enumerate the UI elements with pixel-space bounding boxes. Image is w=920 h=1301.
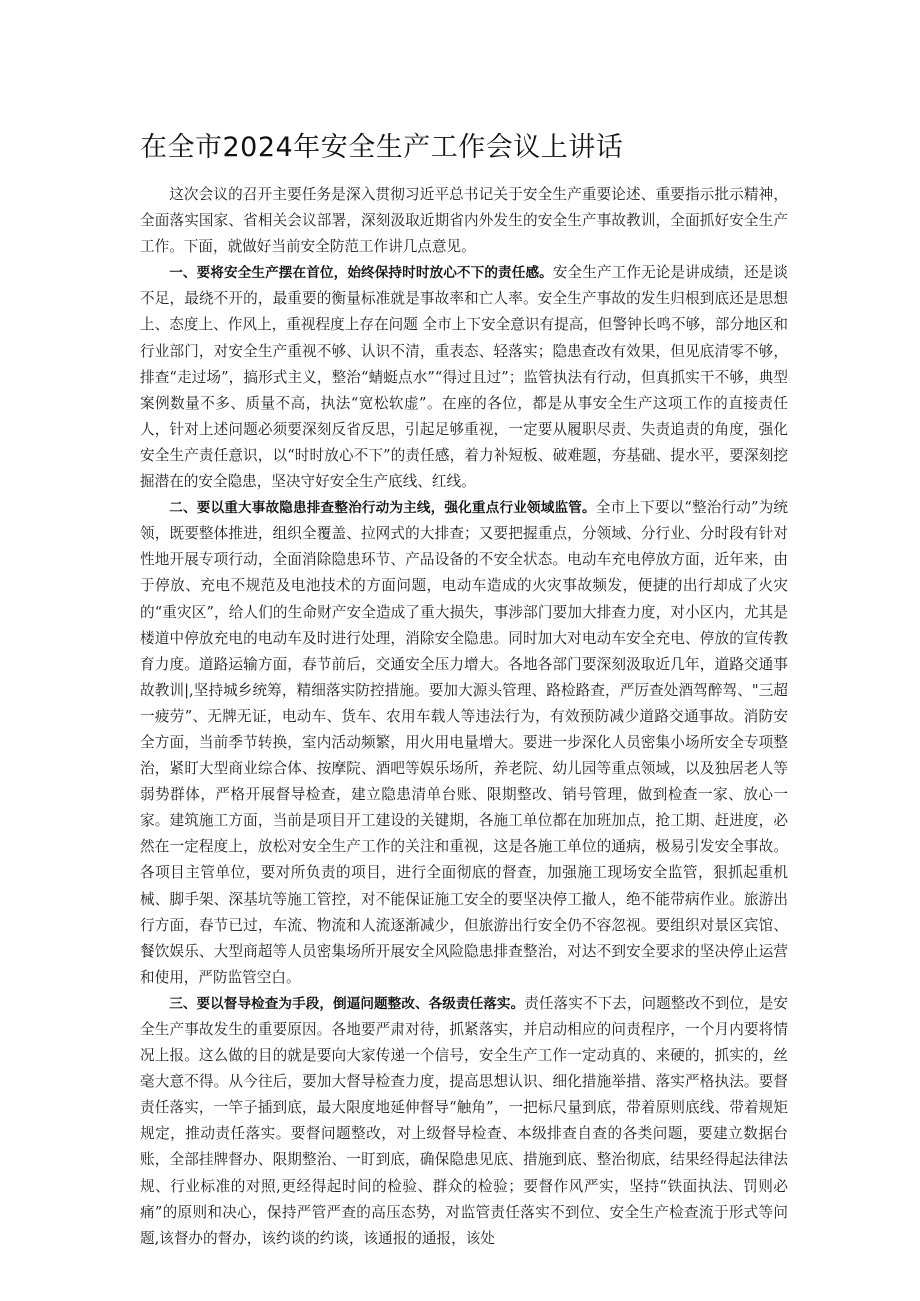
document-body	[140, 182, 788, 1252]
document-page	[140, 0, 788, 1252]
section-2-heading: 二、要以重大事故隐患排查整治行动为主线，强化重点行业领域监管。	[169, 500, 596, 517]
section-3-heading: 三、要以督导检查为手段，倒逼问题整改、各级责任落实。	[169, 995, 525, 1012]
paragraph-intro	[140, 182, 788, 260]
paragraph-section-3	[140, 991, 788, 1252]
document-title: 在全市2024年安全生产工作会议上讲话	[140, 132, 624, 163]
paragraph-text: 责任落实不下去，问题整改不到位，是安全生产事故发生的重要原因。各地要严肃对待，抓紧落实，并启动相应的问责程序，一个月内要将情况上报。这么做的目的就是要向大家传递一个信号，安全生产工作一定动真的、来硬的，抓实的，丝毫大意不得。从今往后，要加大督导检查力度，提高思想认识、细化措施举措、落实严格执法。要督责任落实，一竿子插到底，最大限度地延伸督导“触角”，一把标尺量到底，带着原则底线、带着规矩规定，推动责任落实。要督问题整改，对上级督导检查、本级排查自查的各类问题，要建立数据台账，全部挂牌督办、限期整治、一盯到底，确保隐患见底、措施到底、整治彻底，结果经得起法律法规、行业标准的对照,更经得起时间的检验、群众的检验；要督作风严实，坚持“铁面执法、罚则必痛”的原则和决心，保持严管严查的高压态势，对监管责任落实不到位、安全生产检查流于形式等问题,该督办的督办，该约谈的约谈，该通报的通报，该处	[140, 994, 788, 1247]
paragraph-text: 全市上下要以“整治行动”为统领，既要整体推进，组织全覆盖、拉网式的大排查；又要把握重点，分领域、分行业、分时段有针对性地开展专项行动，全面消除隐患环节、产品设备的不安全状态。电动车充电停放方面，近年来，由于停放、充电不规范及电池技术的方面问题，电动车造成的火灾事故频发，便捷的出行却成了火灾的“重灾区”，给人们的生命财产安全造成了重大损失，事涉部门要加大排查力度，对小区内，尤其是楼道中停放充电的电动车及时进行处理，消除安全隐患。同时加大对电动车安全充电、停放的宣传教育力度。道路运输方面，春节前后，交通安全压力增大。各地各部门要深刻汲取近几年，道路交通事故教训|,坚持城乡统筹，精细落实防控措施。要加大源头管理、路检路查，严厉查处酒驾醉驾、"三超一疲劳”、无牌无证，电动车、货车、农用车载人等违法行为，有效预防减少道路交通事故。消防安全方面，当前季节转换，室内活动频繁，用火用电量增大。要进一步深化人员密集小场所安全专项整治，紧盯大型商业综合体、按摩院、酒吧等娱乐场所，养老院、幼儿园等重点领域，以及独居老人等弱势群体，严格开展督导检查，建立隐患清单台账、限期整改、销号管理，做到检查一家、放心一家。建筑施工方面，当前是项目开工建设的关键期，各施工单位都在加班加点，抢工期、赶进度，必然在一定程度上，放松对安全生产工作的关注和重视，这是各施工单位的通病，极易引发安全事故。各项目主管单位，要对所负责的项目，进行全面彻底的督查，加强施工现场安全监管，狠抓起重机械、脚手架、深基坑等施工管控，对不能保证施工安全的要坚决停工撤人，绝不能带病作业。旅游出行方面，春节已过，车流、物流和人流逐渐减少，但旅游出行安全仍不容忽视。要组织对景区宾馆、餐饮娱乐、大型商超等人员密集场所开展安全风险隐患排查整治，对达不到安全要求的坚决停止运营和使用，严防监管空白。	[140, 499, 788, 986]
paragraph-section-1	[140, 260, 788, 495]
section-1-heading: 一、要将安全生产摆在首位，始终保持时时放心不下的责任感。	[169, 265, 553, 282]
paragraph-section-2	[140, 495, 788, 991]
paragraph-text: 安全生产工作无论是讲成绩，还是谈不足，最绕不开的，最重要的衡量标准就是事故率和亡人率。安全生产事故的发生归根到底还是思想上、态度上、作风上，重视程度上存在问题 全市上下安全意识有提高，但警钟长鸣不够，部分地区和行业部门，对安全生产重视不够、认识不清，重表态、轻落实；隐患查改有效果，但见底清零不够，排查“走过场”，搞形式主义，整治“蜻蜓点水”“得过且过”；监管执法有行动，但真抓实干不够，典型案例数量不多、质量不高，执法“宽松软虚”。在座的各位，都是从事安全生产这项工作的直接责任人，针对上述问题必须要深刻反省反思，引起足够重视，一定要从履职尽责、失责追责的角度，强化安全生产责任意识，以“时时放心不下”的责任感，着力补短板、破难题，夯基础、提水平，要深刻挖掘潜在的安全隐患，坚决守好安全生产底线、红线。	[140, 264, 788, 491]
paragraph-text: 这次会议的召开主要任务是深入贯彻习近平总书记关于安全生产重要论述、重要指示批示精神，全面落实国家、省相关会议部署，深刻汲取近期省内外发生的安全生产事故教训，全面抓好安全生产工作。下面，就做好当前安全防范工作讲几点意见。	[140, 186, 788, 256]
